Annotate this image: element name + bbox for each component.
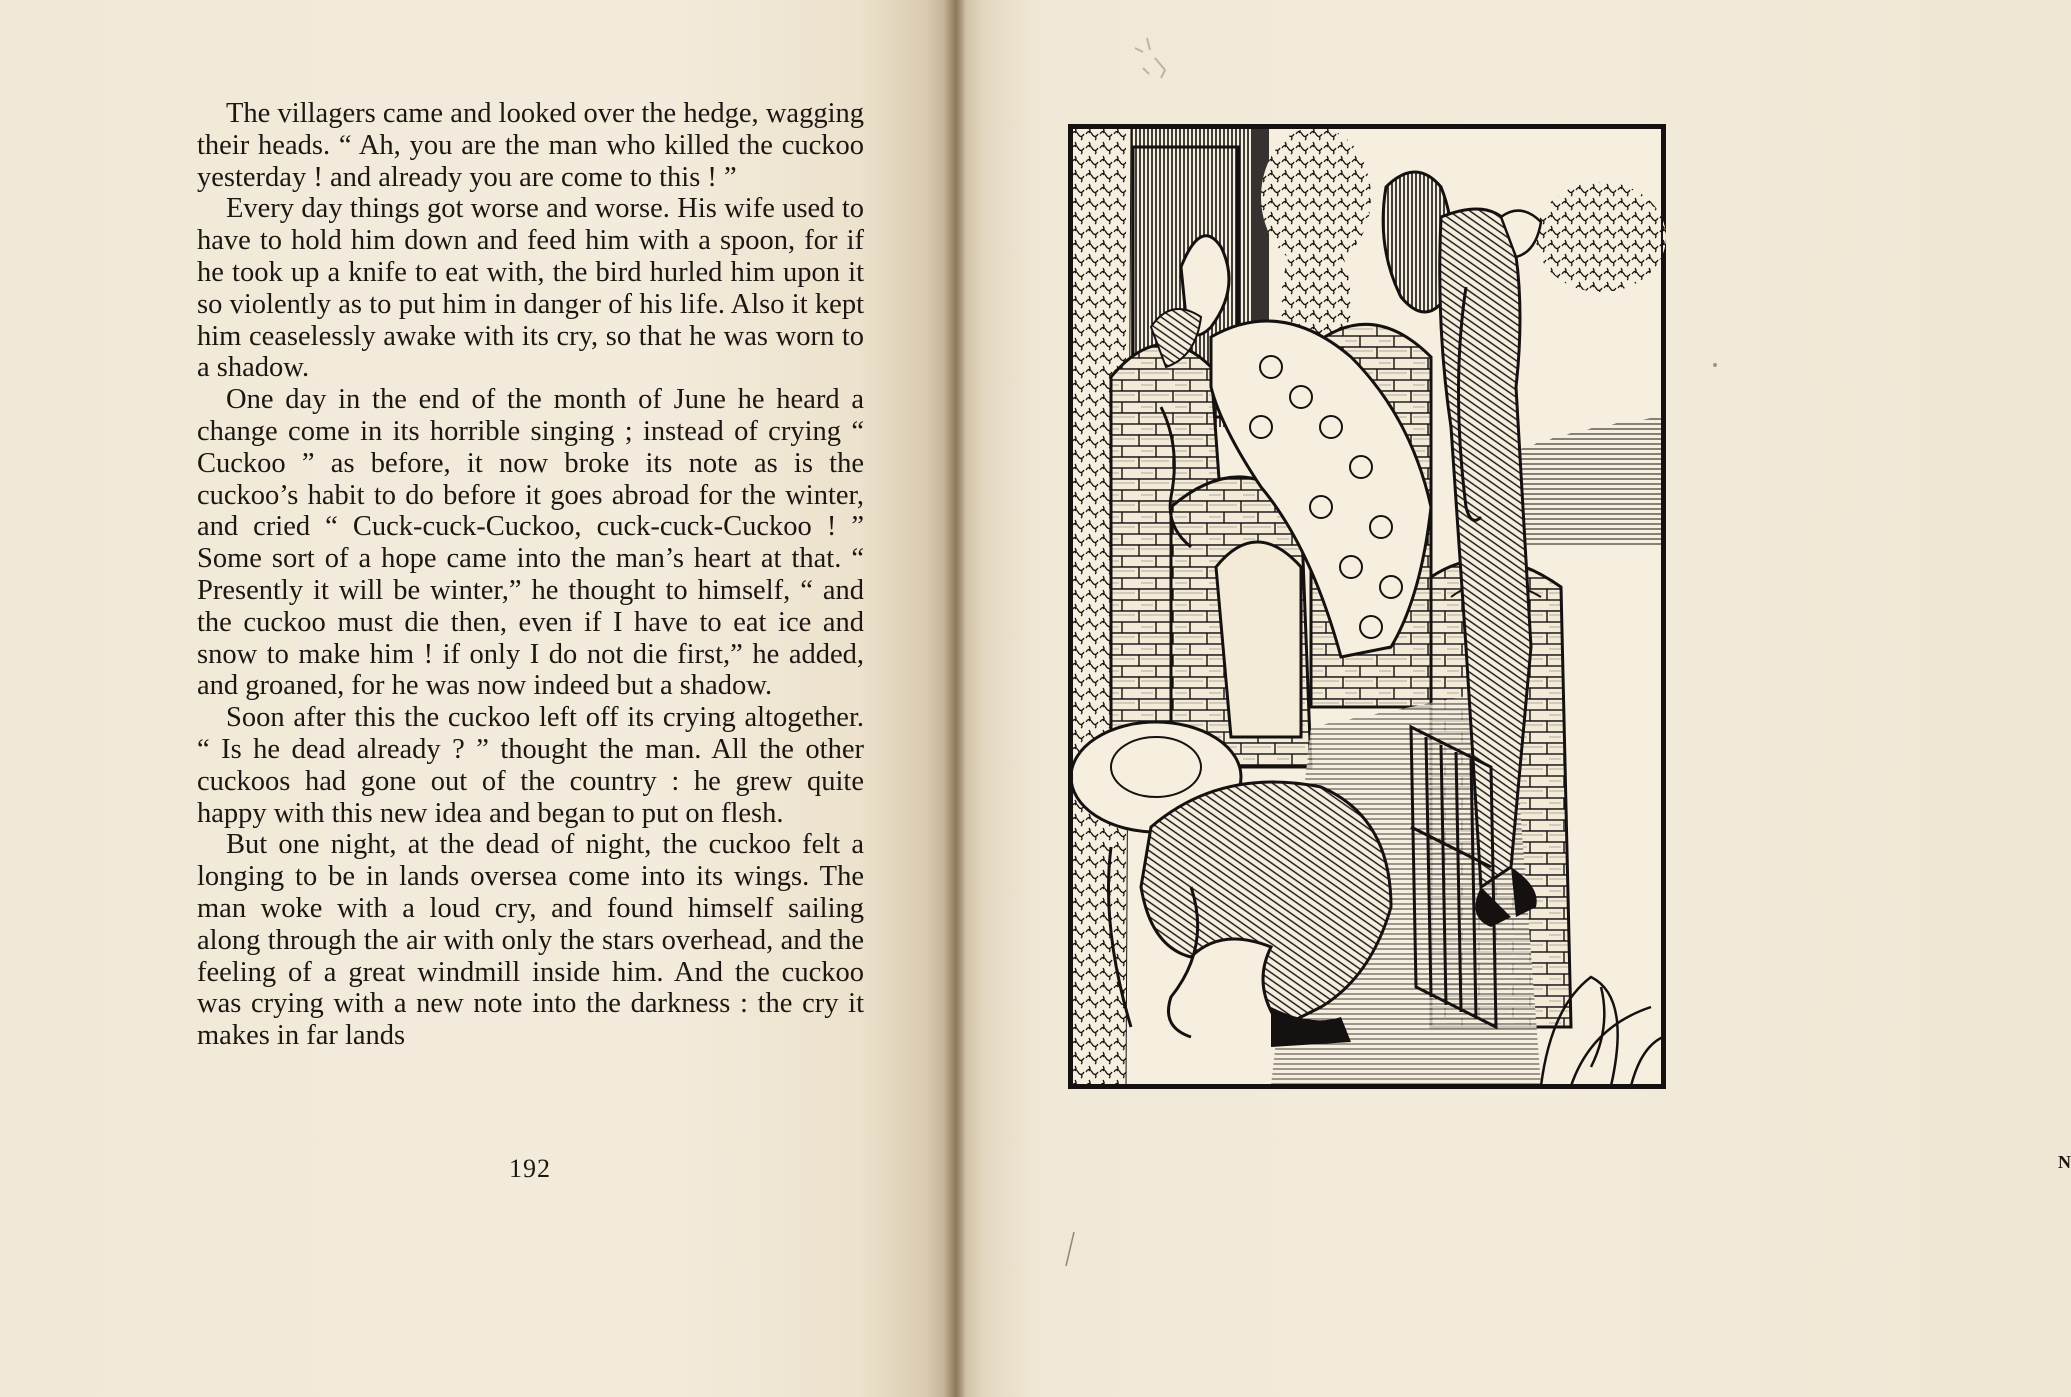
signature-mark: N [2058,1152,2071,1172]
book-gutter [944,0,966,1397]
left-page [0,0,955,1397]
paper-speck [1125,28,1185,98]
paragraph-3: One day in the end of the month of June he heard a change come in its horrible singing ; instead of crying “ Cuckoo ” as before, it now broke its note as is the cuckoo’s habit to do before it goes abroad for the winter, and cried “ Cuck-cuck-Cuckoo, cuck-cuck-Cuckoo ! ” Some sort of a hope came into the man’s heart at that. “ Presently it will be winter,” he thought to himself, “ and the cuckoo must die then, even if I have to eat ice and snow to make him ! if only I do not die first,” he added, and groaned, for he was now indeed but a shadow. [197,384,864,702]
paragraph-2: Every day things got worse and worse. His wife used to have to hold him down and feed him with a spoon, for if he took up a knife to eat with, the bird hurled him upon it so violently as to put him in danger of his life. Also it kept him ceaselessly awake with its cry, so that he was worn to a shadow. [197,193,864,384]
engraving-illustration-icon [1068,124,1666,1089]
page-number: 192 [509,1154,551,1183]
paper-dot [1710,360,1720,370]
paragraph-1: The villagers came and looked over the hedge, wagging their heads. “ Ah, you are the man who killed the cuckoo yesterday ! and already you are come to this ! ” [197,98,864,193]
body-text [197,98,864,1052]
paragraph-5: But one night, at the dead of night, the cuckoo felt a longing to be in lands oversea come into its wings. The man woke with a loud cry, and found himself sailing along through the air with only the stars overhead, and the feeling of a great windmill inside him. And the cuckoo was crying with a new note into the darkness : the cry it makes in far lands [197,829,864,1052]
paragraph-4: Soon after this the cuckoo left off its crying altogether. “ Is he dead already ? ” thought the man. All the other cuckoos had gone out of the country : he grew quite happy with this new idea and began to put on flesh. [197,702,864,829]
paper-mark [1060,1230,1080,1270]
